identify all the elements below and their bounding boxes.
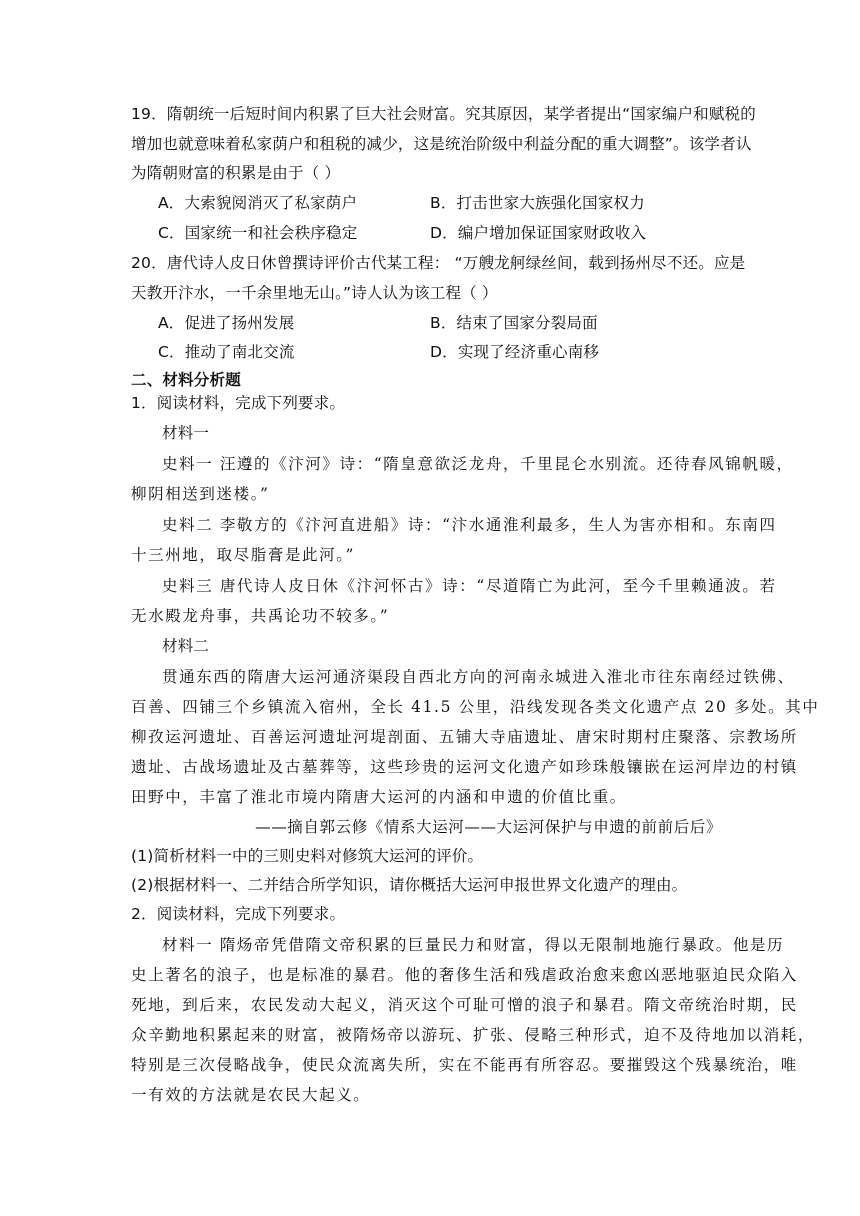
m1-material-2-line-3: 柳孜运河遗址、百善运河遗址河堤剖面、五铺大寺庙遗址、唐宋时期村庄聚落、宗教场所 xyxy=(131,728,798,746)
m2-material-1-line-2: 史上著名的浪子，也是标准的暴君。他的奢侈生活和残虐政治愈来愈凶恶地驱迫民众陷入 xyxy=(131,966,798,984)
m2-material-1-line-3: 死地，到后来，农民发动大起义，消灭这个可耻可憎的浪子和暴君。隋文帝统治时期，民 xyxy=(131,996,798,1014)
m1-question-1: (1)简析材料一中的三则史料对修筑大运河的评价。 xyxy=(131,847,484,865)
m1-material-2-line-1: 贯通东西的隋唐大运河通济渠段自西北方向的河南永城进入淮北市往东南经过铁佛、 xyxy=(162,668,795,686)
q20-option-a: A．促进了扬州发展 xyxy=(158,314,295,332)
m2-material-1-line-6: 一有效的方法就是农民大起义。 xyxy=(131,1086,371,1104)
m1-question-2: (2)根据材料一、二并结合所学知识，请你概括大运河申报世界文化遗产的理由。 xyxy=(131,876,688,894)
q20-stem-line-1: 20．唐代诗人皮日休曾撰诗评价古代某工程： “万艘龙舸绿丝间，载到扬州尽不还。应是 xyxy=(131,254,746,272)
q20-stem-line-2: 天教开汴水，一千余里地无山。”诗人认为该工程（ ） xyxy=(131,284,498,302)
m1-material-2-line-5: 田野中，丰富了淮北市境内隋唐大运河的内涵和申遗的价值比重。 xyxy=(131,788,627,806)
m1-source-3-line-1: 史料三 唐代诗人皮日休《汴河怀古》诗：“尽道隋亡为此河，至今千里赖通波。若 xyxy=(162,577,777,595)
m1-source-1-line-2: 柳阴相送到迷楼。” xyxy=(131,485,270,503)
section-title: 二、材料分析题 xyxy=(131,371,241,389)
m1-material-2-line-4: 遗址、古战场遗址及古墓葬等，这些珍贵的运河文化遗产如珍珠般镶嵌在运河岸边的村镇 xyxy=(131,758,798,776)
m1-source-2-line-1: 史料二 李敬方的《汴河直进船》诗：“汴水通淮利最多，生人为害亦相和。东南四 xyxy=(162,516,777,534)
q20-option-b: B．结束了国家分裂局面 xyxy=(430,314,598,332)
q19-option-c: C．国家统一和社会秩序稳定 xyxy=(158,224,358,242)
m1-intro: 1．阅读材料，完成下列要求。 xyxy=(131,394,346,412)
m1-source-3-line-2: 无水殿龙舟事，共禹论功不较多。” xyxy=(131,607,390,625)
m1-source-2-line-2: 十三州地，取尽脂膏是此河。” xyxy=(131,546,356,564)
q20-option-c: C．推动了南北交流 xyxy=(158,343,295,361)
q19-stem-line-2: 增加也就意味着私家荫户和租税的减少，这是统治阶级中利益分配的重大调整”。该学者认 xyxy=(131,135,752,153)
m2-material-1-line-5: 特别是三次侵略战争，使民众流离失所，实在不能再有所容忍。要摧毁这个残暴统治，唯 xyxy=(131,1056,798,1074)
m1-material-1-label: 材料一 xyxy=(162,424,210,442)
q19-stem-line-1: 19．隋朝统一后短时间内积累了巨大社会财富。究其原因，某学者提出“国家编户和赋税的 xyxy=(131,105,756,123)
m2-material-1-line-4: 众辛勤地积累起来的财富，被隋炀帝以游玩、扩张、侵略三种形式，迫不及待地加以消耗， xyxy=(131,1026,816,1044)
q19-option-b: B．打击世家大族强化国家权力 xyxy=(430,194,645,212)
m1-citation: ——摘自郭云修《情系大运河——大运河保护与申遗的前前后后》 xyxy=(255,818,722,836)
m2-material-1-line-1: 材料一 隋炀帝凭借隋文帝积累的巨量民力和财富，得以无限制地施行暴政。他是历 xyxy=(162,936,785,954)
q19-stem-line-3: 为隋朝财富的积累是由于（ ） xyxy=(131,164,341,182)
m1-source-1-line-1: 史料一 汪遵的《汴河》诗：“隋皇意欲泛龙舟，千里昆仑水别流。还待春风锦帆暖， xyxy=(162,455,794,473)
q19-option-d: D．编户增加保证国家财政收入 xyxy=(430,224,647,242)
m1-material-2-label: 材料二 xyxy=(162,637,210,655)
q19-option-a: A．大索貌阅消灭了私家荫户 xyxy=(158,194,358,212)
m2-intro: 2．阅读材料，完成下列要求。 xyxy=(131,905,346,923)
m1-material-2-line-2: 百善、四铺三个乡镇流入宿州，全长 41.5 公里，沿线发现各类文化遗产点 20 多处。其中 xyxy=(131,698,820,716)
q20-option-d: D．实现了经济重心南移 xyxy=(430,343,600,361)
